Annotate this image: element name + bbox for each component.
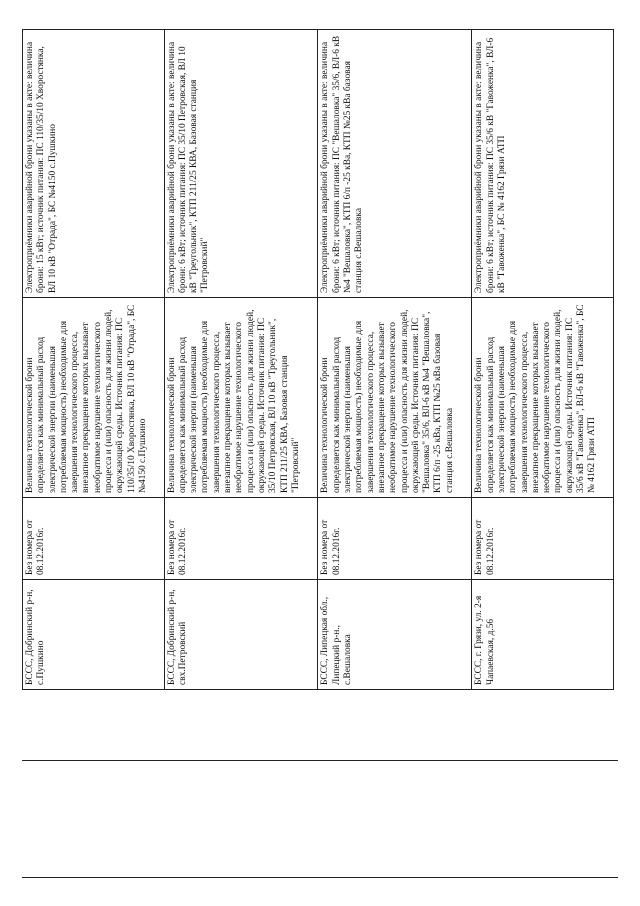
document-cell: Без номера от 08.12.2016г. xyxy=(318,498,472,580)
act-cell: Электроприёмники аварийной брони указаны в акте: величина брони: 6 кВт; источник питания: ПС 35/6 кВ "Гавоженка", ВЛ-6 кВ "Гавоженка", БС № 4162 Грязи АТП xyxy=(472,30,614,298)
separator-line xyxy=(22,760,618,761)
table-row xyxy=(23,30,165,690)
table-row xyxy=(318,30,472,690)
reservation-table xyxy=(22,29,614,690)
object-cell: БССС, Добринский р-н, свх.Петровский xyxy=(164,580,318,690)
separator-line xyxy=(22,877,618,878)
reserve-value-cell: Величина технологической брони определяется как минимальный расход электрической энергии (наименьшая потребляемая мощность) необходимые для завершения технологического процесса, внезапное прекращение которых вызывает необратимое нарушение технологического процесса и (или) опасность для жизни людей, окружающей среды. Источник питания: ПС 35/6 кВ "Гавоженка", ВЛ-6 кВ "Гавоженка", БС № 4162 Грязи АТП xyxy=(472,298,614,498)
reserve-value-cell: Величина технологической брони определяется как минимальный расход электрической энергии (наименьшая потребляемая мощность) необходимые для завершения технологического процесса, внезапное прекращение которых вызывает необратимое нарушение технологического процесса и (или) опасность для жизни людей, окружающей среды. Источник питания: ПС 110/35/10 Хворостянка, ВЛ 10 кВ "Отрада", БС №4150 с.Пушкино xyxy=(23,298,165,498)
act-cell: Электроприёмники аварийной брони указаны в акте: величина брони: 6 кВт; источник питания: ПС "Вешаловка" 35/6, ВЛ-6 кВ №4 "Вешаловка", КТП 6/п -25 кВа, КТП №25 кВа базовая станция с.Вешаловка xyxy=(318,30,472,298)
document-cell: Без номера от 08.12.2016г. xyxy=(164,498,318,580)
reserve-value-cell: Величина технологической брони определяется как минимальный расход электрической энергии (наименьшая потребляемая мощность) необходимые для завершения технологического процесса, внезапное прекращение которых вызывает необратимое нарушение технологического процесса и (или) опасность для жизни людей, окружающей среды. Источник питания: ПС 35/10 Петровская, ВЛ 10 кВ "Треугольник", КТП 211/25 КВА, Базовая станция "Петровский" xyxy=(164,298,318,498)
object-cell: БССС, Добринский р-н, с.Пушкино xyxy=(23,580,165,690)
table-row xyxy=(472,30,614,690)
act-cell: Электроприёмники аварийной брони указаны в акте: величина брони: 15 кВт; источник питания: ПС 110/35/10 Хворостянка, ВЛ 10 кВ "Отрада", БС №4150 с.Пушкино xyxy=(23,30,165,298)
object-cell: БССС, Липецкая обл., Липецкий р-н., с.Вешаловка xyxy=(318,580,472,690)
act-cell: Электроприёмники аварийной брони указаны в акте: величина брони: 6 кВт; источник питания: ПС 35/10 Петровская, ВЛ 10 кВ "Треугольник", КТП 211/25 КВА, Базовая станция "Петровский" xyxy=(164,30,318,298)
reserve-value-cell: Величина технологической брони определяется как минимальный расход электрической энергии (наименьшая потребляемая мощность) необходимые для завершения технологического процесса, внезапное прекращение которых вызывает необратимое нарушение технологического процесса и (или) опасность для жизни людей, окружающей среды. Источник питания: ПС "Вешаловка" 35/6, ВЛ-6 кВ №4 "Вешаловка", КТП 6/п -25 кВа, КТП №25 кВа базовая станция с.Вешаловка xyxy=(318,298,472,498)
document-cell: Без номера от 08.12.2016г. xyxy=(23,498,165,580)
table-row xyxy=(164,30,318,690)
rotated-table-wrapper xyxy=(22,30,614,690)
object-cell: БССС, г. Грязи, ул. 2-я Чапаевская, д.56 xyxy=(472,580,614,690)
document-cell: Без номера от 08.12.2016г. xyxy=(472,498,614,580)
